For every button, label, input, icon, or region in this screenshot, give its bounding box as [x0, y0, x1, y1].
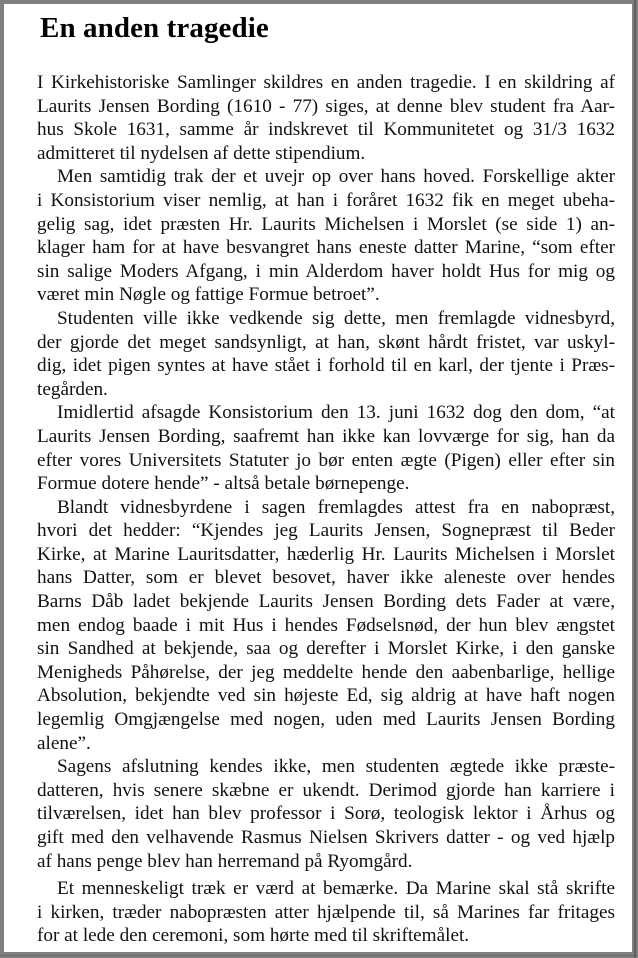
text-line: i kirken, træder nabopræsten atter hjælpende til, så Marines far fritages — [37, 901, 615, 923]
text-line: Menigheds Påhørelse, der jeg meddelte hende den aabenbarlige, hellige — [37, 661, 615, 683]
text-line: Men samtidig trak der et uvejr op over hans hoved. Forskellige akter — [57, 166, 615, 188]
article-title: En anden tragedie — [40, 12, 269, 44]
text-line: i Konsistorium viser nemlig, at han i foråret 1632 fik en meget ubeha- — [37, 189, 615, 211]
text-line: der gjorde det meget sandsynligt, at han, skønt hårdt fristet, var uskyl- — [37, 331, 615, 353]
text-line: Formue dotere hende” - altså betale børnepenge. — [37, 473, 410, 495]
text-line: Absolution, bekjendte ved sin højeste Ed, sig aldrig at have haft nogen — [37, 685, 615, 707]
text-line: tegården. — [37, 378, 108, 400]
text-line: gift med den velhavende Rasmus Nielsen Skrivers datter - og ved hjælp — [37, 827, 615, 848]
text-line: gelig sag, idet præsten Hr. Laurits Michelsen i Morslet (se side 1) an- — [37, 213, 615, 235]
text-line: admitteret til nydelsen af dette stipendium. — [37, 142, 366, 164]
frame-bottom-edge — [0, 955, 638, 956]
text-line: klager ham for at have besvangret hans eneste datter Marine, “som efter — [37, 237, 615, 259]
paragraph — [37, 71, 615, 165]
paragraph — [37, 401, 615, 495]
text-line: Barns Dåb ladet bekjende Laurits Jensen Bording dets Fader at være, — [37, 591, 615, 613]
paragraph — [37, 307, 615, 401]
text-line: Laurits Jensen Bording, saafremt han ikke kan lovværge for sig, han da — [37, 425, 615, 447]
text-line: Studenten ville ikke vedkende sig dette, men fremlagde vidnesbyrd, — [57, 307, 615, 329]
text-line: sin Sandhed at bekjende, saa og derefter i Morslet Kirke, i den ganske — [37, 638, 615, 660]
paragraph — [37, 496, 615, 756]
text-line: men endog baade i mit Hus i hendes Fødselsnød, der hun blev ængstet — [37, 614, 615, 636]
document-page — [4, 4, 632, 952]
text-line: alene”. — [37, 732, 91, 754]
text-line: Kirke, at Marine Lauritsdatter, hæderlig Hr. Laurits Michelsen i Morslet — [37, 543, 615, 565]
text-line: hvori det hedder: “Kjendes jeg Laurits Jensen, Sognepræst til Beder — [37, 520, 615, 542]
text-line: dig, idet pigen syntes at have stået i forhold til en karl, der tjente i Præs- — [37, 355, 615, 377]
text-line: af hans penge blev han herremand på Ryomgård. — [37, 850, 413, 872]
text-line: været min Nøgle og fattige Formue betroet”. — [37, 284, 380, 306]
text-line: Et menneskeligt træk er værd at bemærke. Da Marine skal stå skrifte — [57, 878, 615, 900]
paragraph — [37, 755, 615, 873]
text-line: for at lede den ceremoni, som hørte med til skriftemålet. — [37, 925, 470, 947]
paragraph — [37, 877, 615, 948]
text-line: I Kirkehistoriske Samlinger skildres en anden tragedie. I en skildring af — [37, 72, 615, 93]
frame-right-edge — [634, 0, 636, 958]
article-body — [37, 71, 615, 948]
text-line: Laurits Jensen Bording (1610 - 77) siges, at denne blev student fra Aar- — [37, 95, 615, 117]
text-line: Imidlertid afsagde Konsistorium den 13. juni 1632 dog den dom, “at — [57, 402, 615, 424]
text-line: tilværelsen, idet han blev professor i Sorø, teologisk lektor i Århus og — [37, 803, 615, 825]
text-line: datteren, hvis senere skæbne er ukendt. Derimod gjorde han karriere i — [37, 779, 615, 801]
paragraph — [37, 165, 615, 307]
text-line: hus Skole 1631, samme år indskrevet til Kommunitetet og 31/3 1632 — [37, 119, 615, 141]
text-line: efter vores Universitets Statuter jo bør enten ægte (Pigen) eller efter sin — [37, 449, 615, 471]
text-line: Sagens afslutning kendes ikke, men studenten ægtede ikke præste- — [57, 756, 615, 778]
text-line: sin salige Moders Afgang, i min Alderdom haver holdt Hus for mig og — [37, 260, 615, 282]
text-line: Blandt vidnesbyrdene i sagen fremlagdes attest fra en nabopræst, — [57, 496, 615, 518]
text-line: legemlig Omgjængelse med nogen, uden med Laurits Jensen Bording — [37, 709, 615, 731]
text-line: hans Datter, som er blevet besovet, haver ikke aleneste over hendes — [37, 567, 615, 589]
